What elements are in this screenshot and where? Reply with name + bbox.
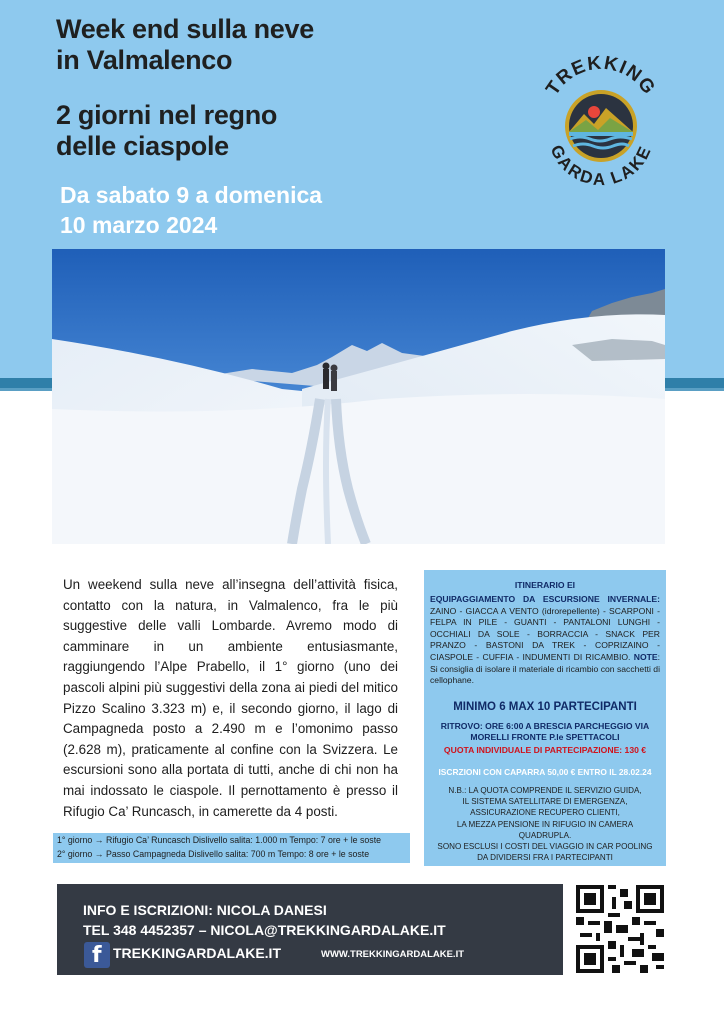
qr-code-icon: [576, 885, 664, 973]
itinerary-label: ITINERARIO EI: [514, 580, 576, 590]
notes-block: N.B.: LA QUOTA COMPRENDE IL SERVIZIO GUIDA, IL SISTEMA SATELLITARE DI EMERGENZA, ASSICURAZIONE RECUPERO CLIENTI, LA MEZZA PENSIONE IN RIFUGIO IN CAMERA QUADRUPLA. SONO ESCLUSI I COSTI DEL VIAGGIO IN CAR POOLING DA DIVIDERSI FRA I PARTECIPANTI: [437, 785, 653, 863]
facebook-icon[interactable]: f: [84, 942, 110, 968]
logo-text-top: TREKKING: [542, 52, 660, 100]
day1-itinerary: 1° giorno → Rifugio Ca’ Runcasch Dislivello salita: 1.000 m Tempo: 7 ore + le soste: [57, 835, 382, 845]
snow-landscape-photo: [52, 249, 665, 544]
equipment-text: [430, 594, 660, 687]
note-label: NOTE: [633, 651, 658, 662]
logo-text-bottom: GARDA LAKE: [546, 142, 656, 190]
footer-contact-bar: [57, 884, 563, 975]
registration-deadline: ISCRZIONI CON CAPARRA 50,00 € ENTRO IL 28.02.24: [438, 766, 652, 777]
equipment-title: EQUIPAGGIAMENTO DA ESCURSIONE INVERNALE:: [430, 594, 660, 604]
description-text: Un weekend sulla neve all’insegna dell’attività fisica, contatto con la natura, in Valmalenco, fra le più suggestive delle valli Lombarde. Avremo modo di camminare in un ambiente entusiasmante, raggiungendo l’Alpe Prabello, il 1° giorno (uno dei pascoli alpini più suggestivi della zona ai piedi del mitico Pizzo Scalino 3.323 m) e, il secondo giorno, il lago di Campagneda posto a 2.490 m e l’omonimo passo (2.628 m), praticamente al confine con la Svizzera. Le escursioni sono alla portata di tutti, anche di chi non ha mai indossato le ciaspole. Il pernottamento è presso il Rifugio Ca’ Runcasch, in camerette da 4 posti.: [63, 577, 398, 819]
note-text: : Si consiglia di isolare il materiale di ricambio con sacchetti di cellophane.: [430, 651, 660, 686]
contact-phone-email[interactable]: TEL 348 4452357 – NICOLA@TREKKINGARDALAKE.IT: [83, 922, 446, 938]
facebook-link[interactable]: TREKKINGARDALAKE.IT: [113, 945, 281, 961]
page-subtitle: 2 giorni nel regno delle ciaspole: [56, 100, 278, 161]
day2-itinerary: 2° giorno → Passo Campagneda Dislivello salita: 700 m Tempo: 8 ore + le soste: [57, 848, 370, 859]
page-title: Week end sulla neve in Valmalenco: [56, 14, 314, 75]
website-link[interactable]: WWW.TREKKINGARDALAKE.IT: [321, 949, 465, 960]
day-itinerary-box: [53, 833, 410, 863]
meeting-point: RITROVO: ORE 6:00 A BRESCIA PARCHEGGIO VIA MORELLI FRONTE P.le SPETTACOLI: [440, 720, 650, 743]
equipment-items: ZAINO - GIACCA A VENTO (idrorepellente) - SCARPONI - FELPA IN PILE - GUANTI - PANTALONI LUNGHI - OCCHIALI DA SOLE - BORRACCIA - SNACK PER PRANZO - BASTONI DA TREK - COPRIZAINO - CIASPOLE - CUFFIA - INDUMENTI DI RICAMBIO.: [430, 605, 660, 662]
info-box: [424, 570, 666, 866]
trekking-garda-lake-logo: [536, 48, 666, 196]
price-label: QUOTA INDIVIDUALE DI PARTECIPAZIONE: 130 €: [443, 744, 647, 755]
contact-name: INFO E ISCRIZIONI: NICOLA DANESI: [83, 902, 327, 918]
event-date: Da sabato 9 a domenica 10 marzo 2024: [60, 182, 323, 238]
participants-limit: MINIMO 6 MAX 10 PARTECIPANTI: [453, 700, 637, 713]
